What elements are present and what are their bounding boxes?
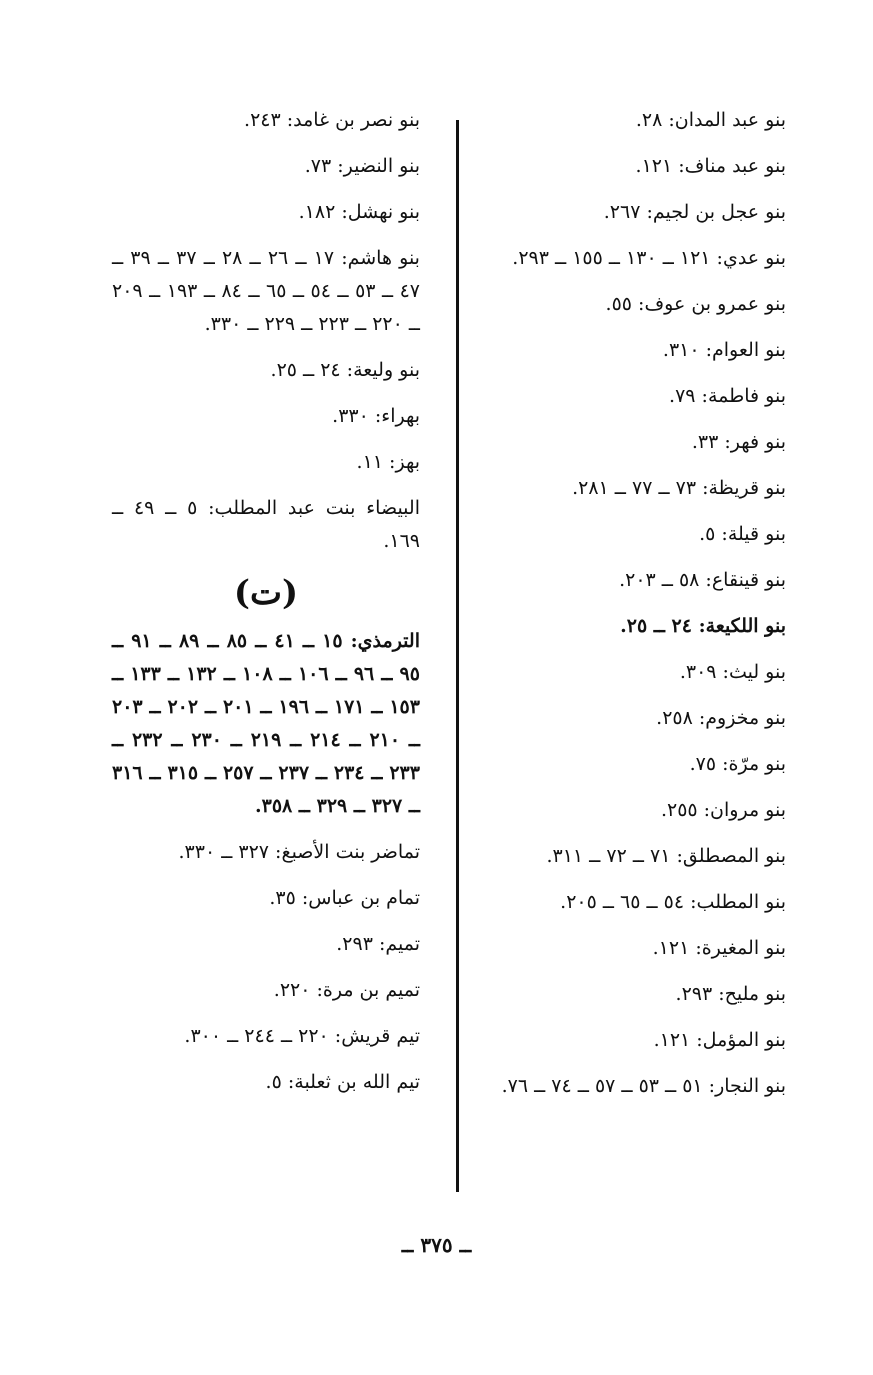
index-entry: بنو نصر بن غامد: ٢٤٣.	[244, 109, 420, 131]
index-entry: الترمذي: ١٥ ــ ٤١ ــ ٨٥ ــ ٨٩ ــ ٩١ ــ ٩٥ ــ ٩٦ ــ ١٠٦ ــ ١٠٨ ــ ١٣٢ ــ ١٣٣ ــ ١٥٣ ــ ١٧١ ــ ١٩٦ ــ ٢٠١ ــ ٢٠٢ ــ ٢٠٣ ــ ٢١٠ ــ ٢١٤ ــ ٢١٩ ــ ٢٣٠ ــ ٢٣٢ ــ ٢٣٣ ــ ٢٣٤ ــ ٢٣٧ ــ ٢٥٧ ــ ٣١٥ ــ ٣١٦ ــ ٣٢٧ ــ ٣٢٩ ــ ٣٥٨.	[112, 630, 420, 817]
index-entry: بنو مليح: ٢٩٣.	[675, 983, 786, 1005]
left-column-top-entries	[112, 104, 420, 558]
index-entry: بهز: ١١.	[356, 451, 420, 473]
index-entry: تيم قريش: ٢٢٠ ــ ٢٤٤ ــ ٣٠٠.	[184, 1025, 420, 1047]
index-entry: بنو المؤمل: ١٢١.	[653, 1029, 786, 1051]
index-entry: بنو ليث: ٣٠٩.	[679, 661, 786, 683]
section-letter-heading: (ت)	[233, 573, 299, 613]
index-entry: تمام بن عباس: ٣٥.	[269, 887, 420, 909]
column-divider	[456, 120, 459, 1192]
index-entry: بنو النجار: ٥١ ــ ٥٣ ــ ٥٧ ــ ٧٤ ــ ٧٦.	[501, 1075, 786, 1097]
index-entry: بنو المطلب: ٥٤ ــ ٦٥ ــ ٢٠٥.	[560, 891, 786, 913]
index-entry: بنو فاطمة: ٧٩.	[669, 385, 786, 407]
index-entry: بنو عبد مناف: ١٢١.	[635, 155, 786, 177]
left-column-bottom-entries	[112, 625, 420, 1099]
index-entry: بنو عدي: ١٢١ ــ ١٣٠ ــ ١٥٥ ــ ٢٩٣.	[512, 247, 786, 269]
index-entry: بنو عمرو بن عوف: ٥٥.	[605, 293, 786, 315]
index-entry: تميم: ٢٩٣.	[336, 933, 420, 955]
index-entry: تماضر بنت الأصبغ: ٣٢٧ ــ ٣٣٠.	[178, 841, 420, 863]
index-entry: بنو قريظة: ٧٣ ــ ٧٧ ــ ٢٨١.	[572, 477, 786, 499]
index-entry: بنو قينقاع: ٥٨ ــ ٢٠٣.	[619, 569, 786, 591]
index-entry: بنو المصطلق: ٧١ ــ ٧٢ ــ ٣١١.	[546, 845, 786, 867]
index-entry: بنو اللكيعة: ٢٤ ــ ٢٥.	[620, 615, 786, 637]
index-entry: بنو عجل بن لجيم: ٢٦٧.	[603, 201, 786, 223]
index-entry: بنو مرّة: ٧٥.	[689, 753, 786, 775]
index-entry: تيم الله بن ثعلبة: ٥.	[265, 1071, 420, 1093]
index-entry: بنو عبد المدان: ٢٨.	[635, 109, 786, 131]
index-entry: بنو النضير: ٧٣.	[304, 155, 420, 177]
index-entry: بنو قيلة: ٥.	[699, 523, 786, 545]
index-entry: بنو مروان: ٢٥٥.	[660, 799, 786, 821]
index-entry: بنو فهر: ٣٣.	[691, 431, 786, 453]
left-index-column	[112, 104, 420, 1112]
index-entry: تميم بن مرة: ٢٢٠.	[273, 979, 420, 1001]
index-entry: بهراء: ٣٣٠.	[332, 405, 420, 427]
index-entry: بنو مخزوم: ٢٥٨.	[656, 707, 786, 729]
index-entry: البيضاء بنت عبد المطلب: ٥ ــ ٤٩ ــ ١٦٩.	[112, 497, 420, 552]
page-number: ــ ٣٧٥ ــ	[401, 1233, 472, 1257]
index-entry: بنو نهشل: ١٨٢.	[298, 201, 420, 223]
index-entry: بنو هاشم: ١٧ ــ ٢٦ ــ ٢٨ ــ ٣٧ ــ ٣٩ ــ ٤٧ ــ ٥٣ ــ ٥٤ ــ ٦٥ ــ ٨٤ ــ ١٩٣ ــ ٢٠٩ ــ ٢٢٠ ــ ٢٢٣ ــ ٢٢٩ ــ ٣٣٠.	[112, 247, 421, 335]
index-entry: بنو المغيرة: ١٢١.	[652, 937, 786, 959]
index-entry: بنو العوام: ٣١٠.	[662, 339, 786, 361]
index-entry: بنو وليعة: ٢٤ ــ ٢٥.	[270, 359, 420, 381]
right-index-column	[478, 104, 786, 1116]
